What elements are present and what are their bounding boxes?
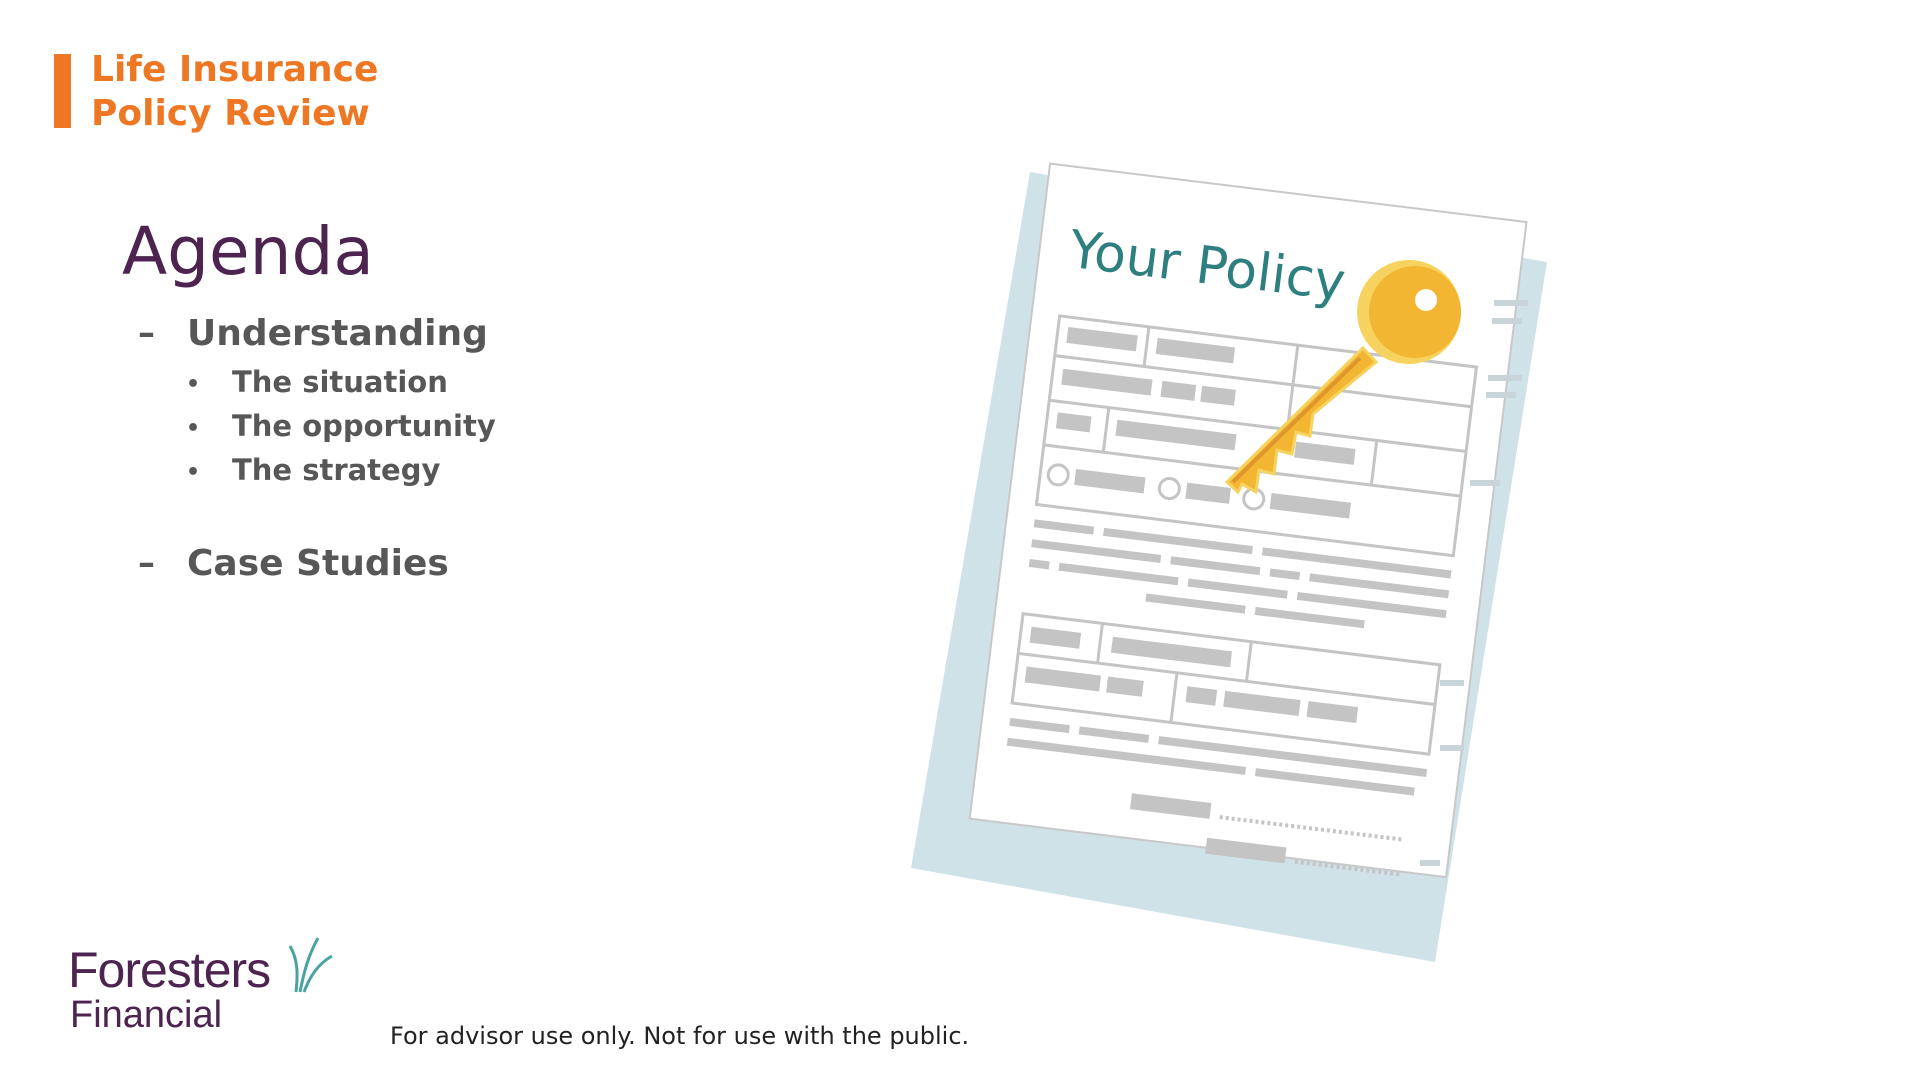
foresters-financial-logo: [68, 940, 368, 1060]
policy-document-title: Your Policy: [1066, 219, 1349, 314]
header-accent-bar: [54, 54, 71, 128]
logo-brand-line2: Financial: [70, 994, 223, 1036]
policy-illustration: [860, 140, 1580, 980]
bullet-marker: •: [186, 372, 201, 397]
agenda-title: Agenda: [122, 213, 374, 290]
agenda-item: The opportunity: [232, 409, 496, 443]
agenda-item: The strategy: [232, 453, 441, 487]
policy-document-icon: [860, 140, 1580, 980]
dash-marker: –: [138, 313, 155, 353]
disclaimer-text: For advisor use only. Not for use with the public.: [390, 1022, 970, 1050]
deck-title-line1: Life Insurance: [91, 49, 379, 90]
agenda-item: The situation: [232, 365, 448, 399]
bullet-marker: •: [186, 416, 201, 441]
deck-title-line2: Policy Review: [91, 93, 370, 134]
deck-title: [91, 48, 378, 136]
sprout-icon: [286, 934, 338, 994]
agenda-section-case-studies: Case Studies: [187, 543, 449, 584]
bullet-marker: •: [186, 460, 201, 485]
agenda-section-understanding: Understanding: [187, 313, 488, 354]
dash-marker: –: [138, 543, 155, 583]
logo-brand-line1: Foresters: [68, 942, 271, 998]
